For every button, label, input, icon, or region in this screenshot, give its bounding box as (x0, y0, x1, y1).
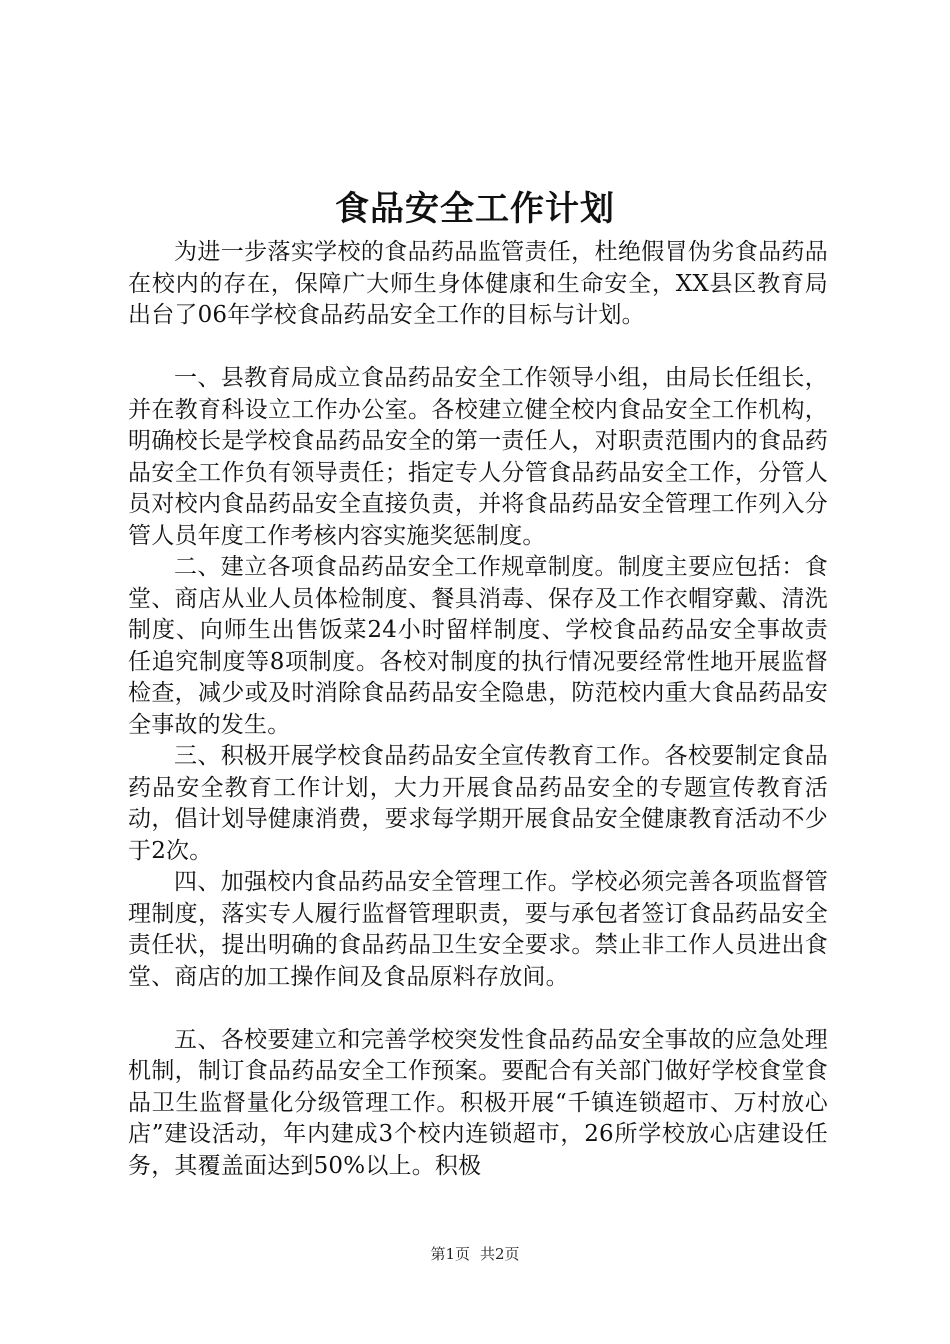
paragraph-intro: 为进一步落实学校的食品药品监管责任，杜绝假冒伪劣食品药品在校内的存在，保障广大师生身体健康和生命安全，XX县区教育局出台了06年学校食品药品安全工作的目标与计划。 (128, 239, 828, 328)
document-body (128, 237, 828, 1182)
page-number: 第1页 (430, 1245, 470, 1263)
paragraph-spacer (128, 332, 828, 364)
paragraph-spacer (128, 993, 828, 1025)
paragraph-section-4: 四、加强校内食品药品安全管理工作。学校必须完善各项监督管理制度，落实专人履行监督管理职责，要与承包者签订食品药品安全责任状，提出明确的食品药品卫生安全要求。禁止非工作人员进出食堂、商店的加工操作间及食品原料存放间。 (128, 869, 828, 990)
paragraph-section-3: 三、积极开展学校食品药品安全宣传教育工作。各校要制定食品药品安全教育工作计划，大力开展食品药品安全的专题宣传教育活动，倡计划导健康消费，要求每学期开展食品安全健康教育活动不少于2次。 (128, 743, 828, 864)
page-footer (0, 1243, 950, 1265)
page-total: 共2页 (480, 1245, 520, 1263)
paragraph-section-1: 一、县教育局成立食品药品安全工作领导小组，由局长任组长，并在教育科设立工作办公室。各校建立健全校内食品安全工作机构，明确校长是学校食品药品安全的第一责任人，对职责范围内的食品药品安全工作负有领导责任；指定专人分管食品药品安全工作，分管人员对校内食品药品安全直接负责，并将食品药品安全管理工作列入分管人员年度工作考核内容实施奖惩制度。 (128, 365, 828, 549)
paragraph-section-5: 五、各校要建立和完善学校突发性食品药品安全事故的应急处理机制，制订食品药品安全工作预案。要配合有关部门做好学校食堂食品卫生监督量化分级管理工作。积极开展“千镇连锁超市、万村放心店”建设活动，年内建成3个校内连锁超市，26所学校放心店建设任务，其覆盖面达到50%以上。积极 (128, 1026, 828, 1179)
paragraph-section-2: 二、建立各项食品药品安全工作规章制度。制度主要应包括：食堂、商店从业人员体检制度、餐具消毒、保存及工作衣帽穿戴、清洗制度、向师生出售饭菜24小时留样制度、学校食品药品安全事故责任追究制度等8项制度。各校对制度的执行情况要经常性地开展监督检查，减少或及时消除食品药品安全隐患，防范校内重大食品药品安全事故的发生。 (128, 554, 828, 738)
document-title: 食品安全工作计划 (335, 189, 615, 229)
